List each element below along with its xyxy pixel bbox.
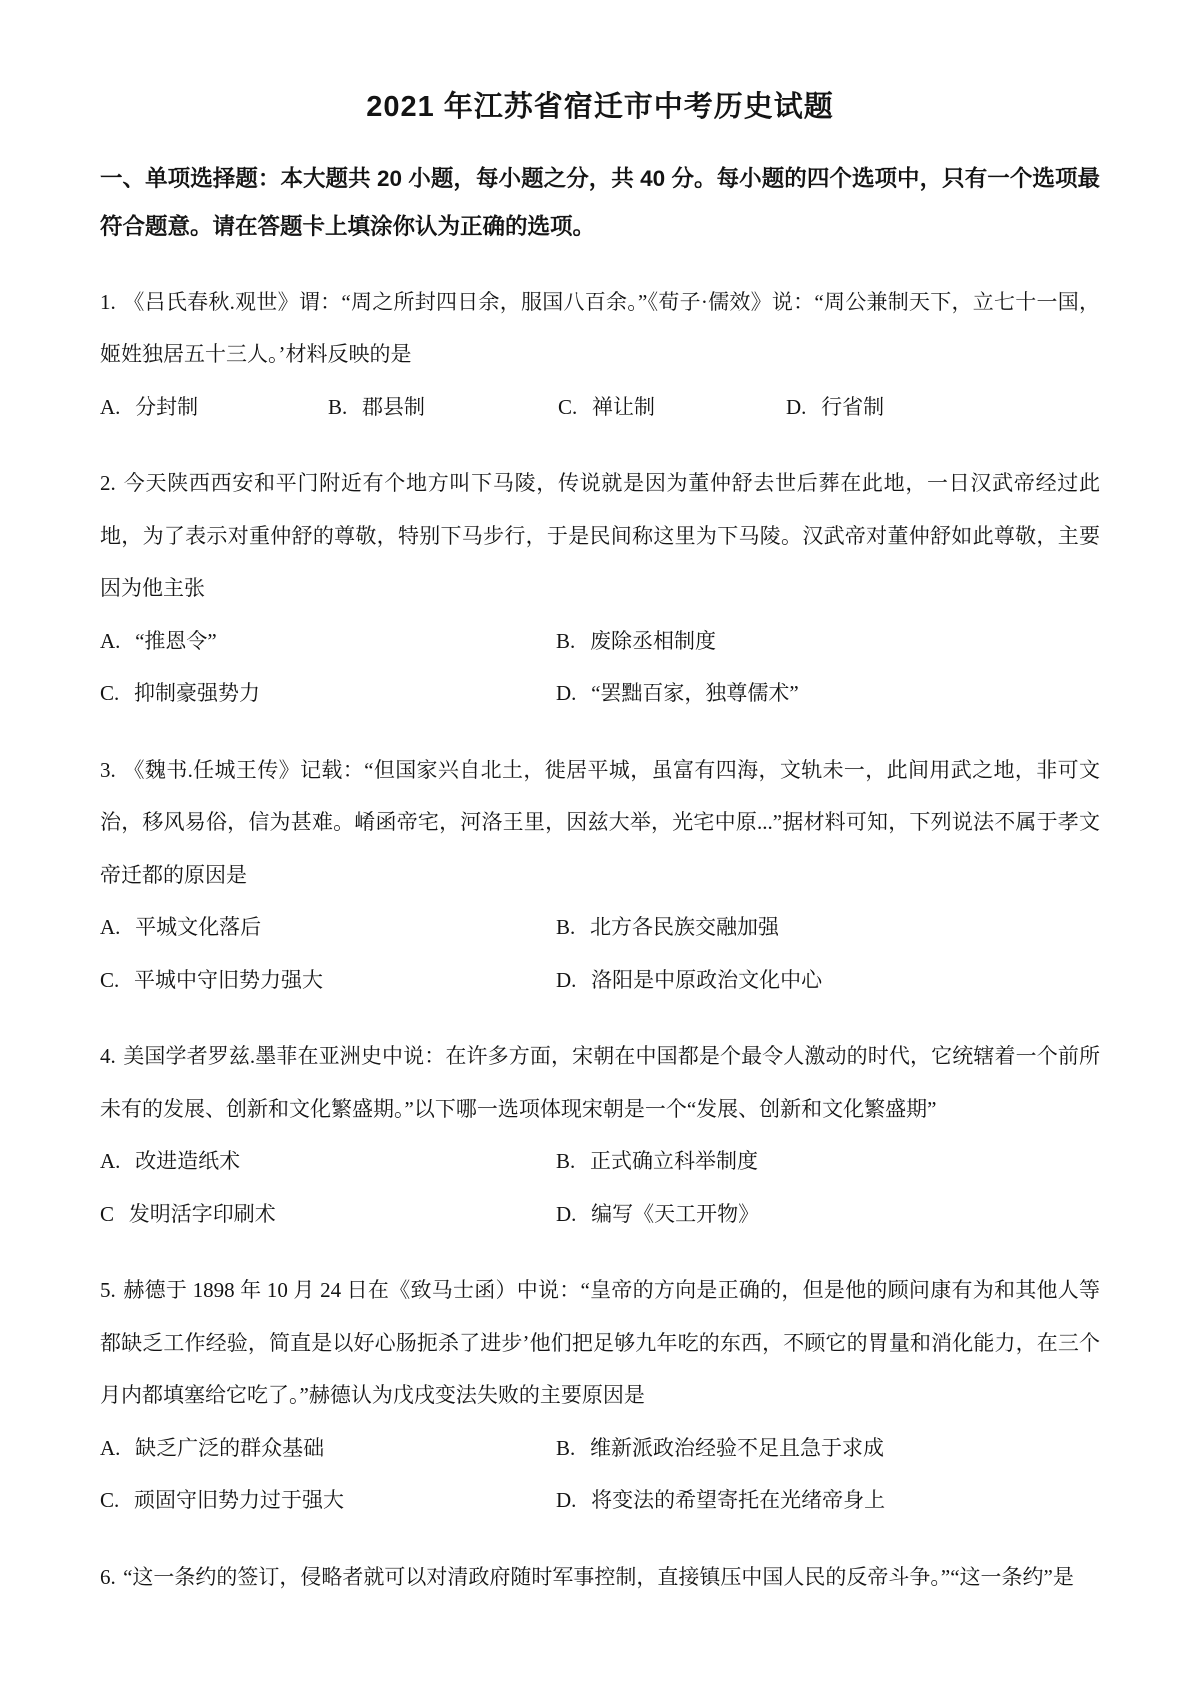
question <box>100 744 1100 1007</box>
option-label: C. <box>100 1488 120 1513</box>
option-c <box>100 1188 556 1241</box>
option-c <box>558 381 786 434</box>
option-d <box>556 954 1100 1007</box>
question-number: 6. <box>100 1564 116 1589</box>
option-d <box>556 667 1100 720</box>
option-c <box>100 1474 556 1527</box>
question <box>100 1030 1100 1240</box>
option-label: A. <box>100 628 121 653</box>
section-header: 一、单项选择题：本大题共 20 小题，每小题之分，共 40 分。每小题的四个选项中，只有一个选项最符合题意。请在答题卡上填涂你认为正确的选项。 <box>100 166 1100 240</box>
option-text: 顽固守旧势力过于强大 <box>133 1488 344 1513</box>
option-label: B. <box>556 915 576 940</box>
option-text: 将变法的希望寄托在光绪帝身上 <box>591 1488 886 1513</box>
option-text: “罢黜百家，独尊儒术” <box>591 681 799 706</box>
option-label: D. <box>556 681 577 706</box>
option-label: A. <box>100 1435 121 1460</box>
option-text: 平城文化落后 <box>135 915 262 940</box>
option-text: “推恩令” <box>135 628 217 653</box>
option-text: 禅让制 <box>591 394 655 419</box>
option-label: D. <box>556 1488 577 1513</box>
option-label: D. <box>786 394 807 419</box>
option-text: 平城中守旧势力强大 <box>133 967 323 992</box>
option-text: 维新派政治经验不足且急于求成 <box>589 1435 884 1460</box>
options <box>100 615 1100 720</box>
option-label: D. <box>556 967 577 992</box>
question-number: 4. <box>100 1044 116 1069</box>
option-text: 行省制 <box>821 394 885 419</box>
question <box>100 1264 1100 1527</box>
option-c <box>100 954 556 1007</box>
question <box>100 276 1100 434</box>
question <box>100 457 1100 720</box>
option-label: A. <box>100 394 121 419</box>
option-label: A. <box>100 1149 121 1174</box>
option-label: B. <box>556 628 576 653</box>
option-b <box>556 1422 1100 1475</box>
question-number: 2. <box>100 471 116 496</box>
option-text: 郡县制 <box>361 394 425 419</box>
option-label: B. <box>556 1149 576 1174</box>
option-c <box>100 667 556 720</box>
options <box>100 1422 1100 1527</box>
options <box>100 381 1100 434</box>
options <box>100 1135 1100 1240</box>
question <box>100 1551 1100 1604</box>
question-stem <box>100 1030 1100 1135</box>
option-text: 发明活字印刷术 <box>128 1201 276 1226</box>
option-text: 缺乏广泛的群众基础 <box>135 1435 325 1460</box>
option-label: D. <box>556 1201 577 1226</box>
option-text: 编写《天工开物》 <box>591 1201 760 1226</box>
question-number: 1. <box>100 289 116 314</box>
option-label: C. <box>100 681 120 706</box>
question-stem <box>100 1264 1100 1422</box>
option-b <box>556 901 1100 954</box>
option-text: 改进造纸术 <box>135 1149 241 1174</box>
question-stem-text: 赫德于 1898 年 10 月 24 日在《致马士函）中说：“皇帝的方向是正确的，但是他的顾问康有为和其他人等都缺乏工作经验，简直是以好心肠扼杀了进步’他们把足够九年吃的东西，不顾它的胃量和消化能力，在三个月内都填塞给它吃了。”赫德认为戊戌变法失败的主要原因是 <box>100 1278 1100 1408</box>
option-a <box>100 615 556 668</box>
option-d <box>786 381 1100 434</box>
question-number: 5. <box>100 1278 116 1303</box>
option-d <box>556 1474 1100 1527</box>
question-stem <box>100 744 1100 902</box>
question-stem-text: 美国学者罗兹.墨菲在亚洲史中说：在许多方面，宋朝在中国都是个最令人激动的时代，它统辖着一个前所未有的发展、创新和文化繁盛期。”以下哪一选项体现宋朝是一个“发展、创新和文化繁盛期” <box>100 1044 1100 1121</box>
options <box>100 901 1100 1006</box>
option-text: 正式确立科举制度 <box>589 1149 758 1174</box>
question-stem-text: “这一条约的签订，侵略者就可以对清政府随时军事控制，直接镇压中国人民的反帝斗争。”“这一条约”是 <box>123 1564 1074 1589</box>
question-number: 3. <box>100 757 116 782</box>
question-list <box>100 276 1100 1604</box>
option-label: C. <box>558 394 578 419</box>
question-stem <box>100 1551 1100 1604</box>
option-label: C. <box>100 967 120 992</box>
question-stem <box>100 276 1100 381</box>
option-text: 抑制豪强势力 <box>133 681 260 706</box>
option-label: B. <box>556 1435 576 1460</box>
option-d <box>556 1188 1100 1241</box>
option-text: 废除丞相制度 <box>589 628 716 653</box>
option-b <box>556 1135 1100 1188</box>
option-text: 洛阳是中原政治文化中心 <box>591 967 823 992</box>
option-a <box>100 901 556 954</box>
option-label: A. <box>100 915 121 940</box>
question-stem <box>100 457 1100 615</box>
page-title: 2021 年江苏省宿迁市中考历史试题 <box>366 91 834 123</box>
option-text: 北方各民族交融加强 <box>589 915 779 940</box>
option-b <box>328 381 558 434</box>
option-text: 分封制 <box>135 394 199 419</box>
question-stem-text: 《吕氏春秋.观世》谓：“周之所封四日余，服国八百余。”《荀子·儒效》说：“周公兼制天下，立七十一国，姬姓独居五十三人。’材料反映的是 <box>100 289 1100 367</box>
option-a <box>100 1422 556 1475</box>
option-a <box>100 381 328 434</box>
question-stem-text: 今天陕西西安和平门附近有个地方叫下马陵，传说就是因为董仲舒去世后葬在此地，一日汉武帝经过此地，为了表示对重仲舒的尊敬，特别下马步行，于是民间称这里为下马陵。汉武帝对董仲舒如此尊敬，主要因为他主张 <box>100 471 1100 601</box>
question-stem-text: 《魏书.任城王传》记载：“但国家兴自北土，徙居平城，虽富有四海，文轨未一，此间用武之地，非可文治，移风易俗，信为甚难。崤函帝宅，河洛王里，因兹大举，光宅中原...”据材料可知，下列说法不属于孝文帝迁都的原因是 <box>100 757 1100 887</box>
option-b <box>556 615 1100 668</box>
option-label: C <box>100 1201 115 1226</box>
option-label: B. <box>328 394 348 419</box>
option-a <box>100 1135 556 1188</box>
